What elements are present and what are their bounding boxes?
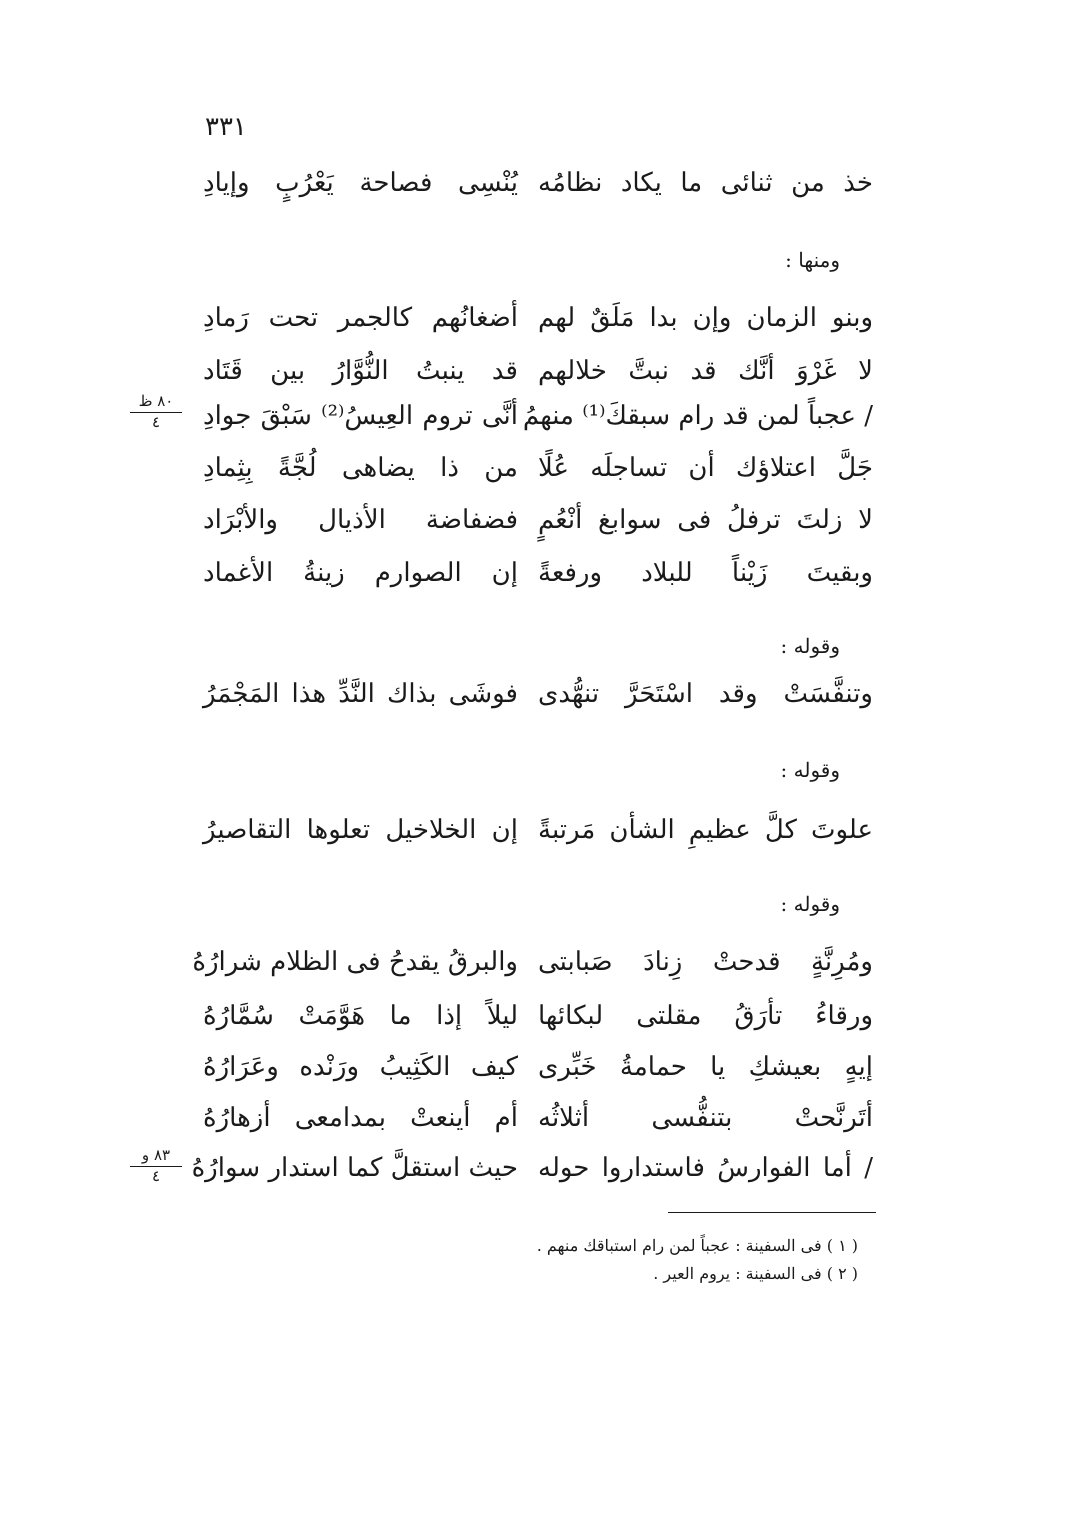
verse-second-hemistich: قد ينبتُ النُّوَّارُ بين قَتَاد bbox=[203, 356, 518, 386]
verse-first-hemistich: إيهٍ بعيشكِ يا حمامةُ خَبِّرى bbox=[538, 1052, 873, 1082]
verse-second-hemistich: فضفاضة الأذيال والأبْرَاد bbox=[203, 505, 518, 535]
verse-first-hemistich: لا غَرْوَ أنَّك قد نبتَّ خلالهم bbox=[538, 356, 873, 386]
footnote: ( ٢ ) فى السفينة : يروم العير . bbox=[653, 1264, 858, 1283]
verse-line bbox=[193, 351, 873, 391]
section-intro: ومنها : bbox=[785, 248, 840, 272]
verse-second-hemistich: إن الصوارم زينةُ الأغماد bbox=[203, 558, 518, 588]
folio-volume: ٤ bbox=[151, 413, 161, 431]
verse-second-hemistich: والبرقُ يقدحُ فى الظلام شرارُهُ bbox=[192, 947, 518, 977]
page-number: ٣٣١ bbox=[205, 112, 247, 142]
verse-line bbox=[193, 396, 873, 436]
folio-number: ٨٣ و bbox=[130, 1146, 182, 1167]
footnote: ( ١ ) فى السفينة : عجباً لمن رام استباقك منهم . bbox=[536, 1236, 858, 1255]
verse-first-hemistich: وبنو الزمان وإن بدا مَلَقٌ لهم bbox=[538, 303, 873, 333]
verse-second-hemistich: إن الخلاخيل تعلوها التقاصيرُ bbox=[203, 815, 518, 845]
verse-line bbox=[193, 942, 873, 982]
verse-first-hemistich: / أما الفوارسُ فاستداروا حوله bbox=[538, 1153, 873, 1183]
margin-folio-note bbox=[130, 392, 182, 431]
verse-first-hemistich: وبقيتَ زَيْناً للبلاد ورفعةً bbox=[538, 558, 873, 588]
verse-line bbox=[193, 1047, 873, 1087]
verse-second-hemistich: أنَّى تروم العِيسُ⁽²⁾ سَبْقَ جوادِ bbox=[203, 401, 518, 431]
margin-folio-note bbox=[130, 1146, 182, 1185]
verse-second-hemistich: فوشَى بذاك النَّدِّ هذا المَجْمَرُ bbox=[203, 679, 518, 709]
section-intro: وقوله : bbox=[780, 634, 840, 658]
footnote-divider bbox=[668, 1212, 876, 1213]
verse-first-hemistich: لا زلتَ ترفلُ فى سوابغ أنْعُمٍ bbox=[538, 505, 873, 535]
verse-second-hemistich: حيث استقلَّ كما استدار سوارُهُ bbox=[191, 1153, 518, 1183]
verse-second-hemistich: ليلاً إذا ما هَوَّمَتْ سُمَّارُهُ bbox=[203, 1001, 518, 1031]
verse-line bbox=[193, 996, 873, 1036]
verse-first-hemistich: أتَرنَّحتْ بتنفُّسى أثلاثُه bbox=[538, 1103, 873, 1133]
verse-line bbox=[193, 553, 873, 593]
verse-line bbox=[193, 448, 873, 488]
section-intro: وقوله : bbox=[780, 758, 840, 782]
verse-first-hemistich: ومُرِنَّةٍ قدحتْ زِنادَ صَبابتى bbox=[538, 947, 873, 977]
verse-first-hemistich: خذ من ثنائى ما يكاد نظامُه bbox=[538, 168, 873, 198]
verse-line bbox=[193, 674, 873, 714]
verse-second-hemistich: كيف الكَثِيبُ ورَنْده وعَرَارُهُ bbox=[203, 1052, 518, 1082]
verse-first-hemistich: / عجباً لمن قد رام سبقكَ⁽¹⁾ منهمُ bbox=[522, 401, 873, 431]
verse-line bbox=[193, 1148, 873, 1188]
verse-second-hemistich: يُنْسِى فصاحة يَعْرُبٍ وإيادِ bbox=[203, 168, 518, 198]
verse-line bbox=[193, 1098, 873, 1138]
verse-line bbox=[193, 810, 873, 850]
verse-line bbox=[193, 500, 873, 540]
verse-first-hemistich: ورقاءُ تأرَقُ مقلتى لبكائها bbox=[538, 1001, 873, 1031]
folio-volume: ٤ bbox=[151, 1167, 161, 1185]
verse-first-hemistich: جَلَّ اعتلاؤك أن تساجلَه عُلًا bbox=[538, 453, 873, 483]
verse-second-hemistich: أم أينعتْ بمدامعى أزهارُهُ bbox=[203, 1103, 518, 1133]
folio-number: ٨٠ ظ bbox=[130, 392, 182, 413]
verse-line bbox=[193, 163, 873, 203]
verse-first-hemistich: علوتَ كلَّ عظيمِ الشأن مَرتبةً bbox=[538, 815, 873, 845]
section-intro: وقوله : bbox=[780, 892, 840, 916]
verse-first-hemistich: وتنفَّسَتْ وقد اسْتَحَرَّ تنهُّدى bbox=[538, 679, 873, 709]
verse-line bbox=[193, 298, 873, 338]
verse-second-hemistich: من ذا يضاهى لُجَّةً بِثِمادِ bbox=[203, 453, 518, 483]
verse-second-hemistich: أضغانُهم كالجمر تحت رَمادِ bbox=[203, 303, 518, 333]
